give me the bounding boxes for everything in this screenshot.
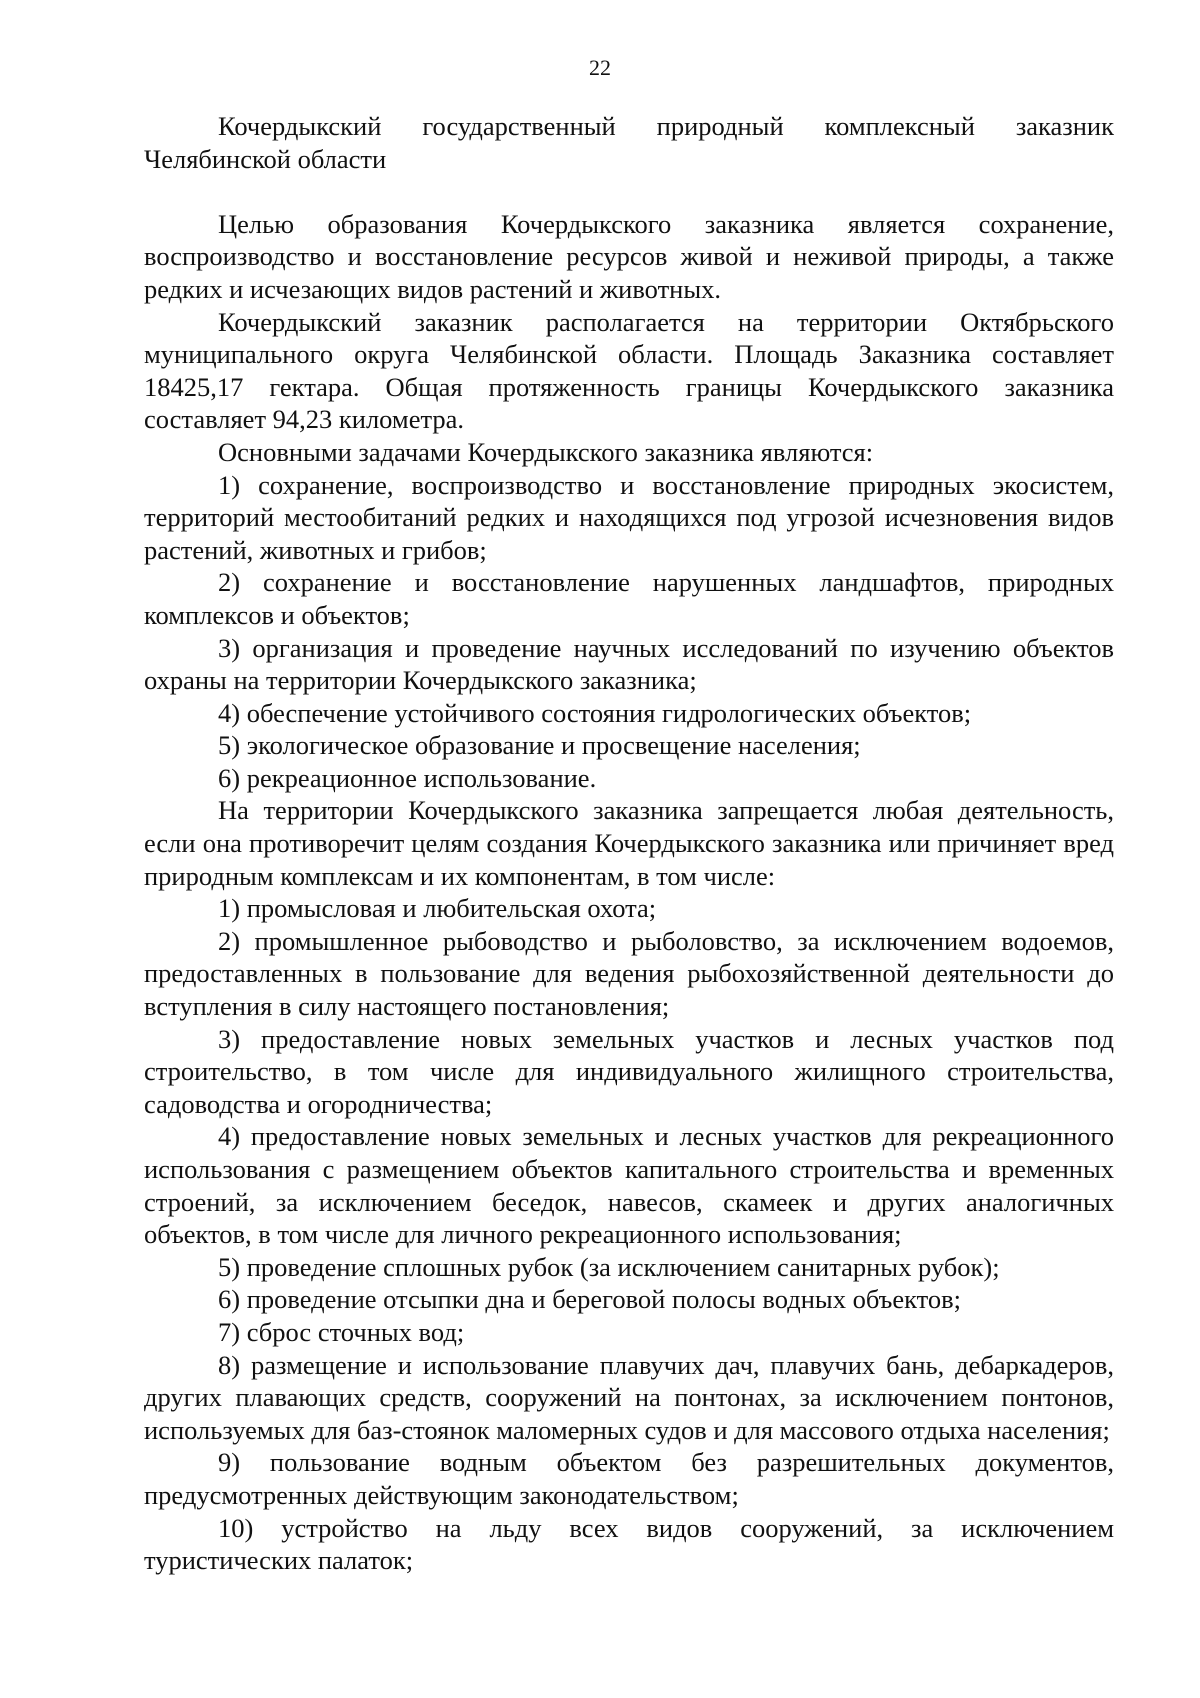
list-item-prohibition: 10) устройство на льду всех видов сооружений, за исключением туристических палаток; xyxy=(144,1512,1114,1576)
paragraph-tasks-heading: Основными задачами Кочердыкского заказника являются: xyxy=(218,436,874,467)
list-item-prohibition: 7) сброс сточных вод; xyxy=(218,1316,465,1347)
paragraph-prohibitions-heading: На территории Кочердыкского заказника запрещается любая деятельность, если она противоречит целям создания Кочердыкского заказника или причиняет вред природным комплексам и их компонентам, в том числе: xyxy=(144,795,1114,891)
list-item-task: 1) сохранение, воспроизводство и восстановление природных экосистем, территорий местообитаний редких и находящихся под угрозой исчезновения видов растений, животных и грибов; xyxy=(144,469,1114,565)
reserve-title: Кочердыкский государственный природный комплексный заказник Челябинской области xyxy=(144,111,1114,174)
list-item-prohibition: 4) предоставление новых земельных и лесных участков для рекреационного использования с размещением объектов капитального строительства и временных строений, за исключением беседок, навесов, скамеек и других аналогичных объектов, в том числе для личного рекреационного использования; xyxy=(144,1121,1114,1250)
list-item-prohibition: 2) промышленное рыбоводство и рыболовство, за исключением водоемов, предоставленных в пользование для ведения рыбохозяйственной деятельности до вступления в силу настоящего постановления; xyxy=(144,925,1114,1022)
list-item-task: 3) организация и проведение научных исследований по изучению объектов охраны на территории Кочердыкского заказника; xyxy=(144,632,1114,696)
list-item-prohibition: 6) проведение отсыпки дна и береговой полосы водных объектов; xyxy=(218,1284,961,1315)
list-item-prohibition: 9) пользование водным объектом без разрешительных документов, предусмотренных действующим законодательством; xyxy=(144,1447,1114,1510)
paragraph-location: Кочердыкский заказник располагается на территории Октябрьского муниципального округа Челябинской области. Площадь Заказника составляет 18425,17 гектара. Общая протяженность границы Кочердыкского заказника составляет 94,23 километра. xyxy=(144,306,1114,435)
list-item-prohibition: 3) предоставление новых земельных участков и лесных участков под строительство, в том числе для индивидуального жилищного строительства, садоводства и огородничества; xyxy=(144,1023,1114,1119)
list-item-task: 5) экологическое образование и просвещение населения; xyxy=(218,730,861,761)
list-item-prohibition: 1) промысловая и любительская охота; xyxy=(218,893,657,924)
list-item-prohibition: 5) проведение сплошных рубок (за исключением санитарных рубок); xyxy=(218,1251,1000,1282)
document-body xyxy=(144,110,1114,1577)
page-number: 22 xyxy=(589,55,611,80)
list-item-task: 4) обеспечение устойчивого состояния гидрологических объектов; xyxy=(218,697,972,728)
list-item-prohibition: 8) размещение и использование плавучих дач, плавучих бань, дебаркадеров, других плавающих средств, сооружений на понтонах, за исключением понтонов, используемых для баз-стоянок маломерных судов и для массового отдыха населения; xyxy=(144,1349,1114,1445)
list-item-task: 2) сохранение и восстановление нарушенных ландшафтов, природных комплексов и объектов; xyxy=(144,567,1114,630)
list-item-task: 6) рекреационное использование. xyxy=(218,762,597,793)
paragraph-purpose: Целью образования Кочердыкского заказника является сохранение, воспроизводство и восстановление ресурсов живой и неживой природы, а также редких и исчезающих видов растений и животных. xyxy=(144,208,1114,304)
